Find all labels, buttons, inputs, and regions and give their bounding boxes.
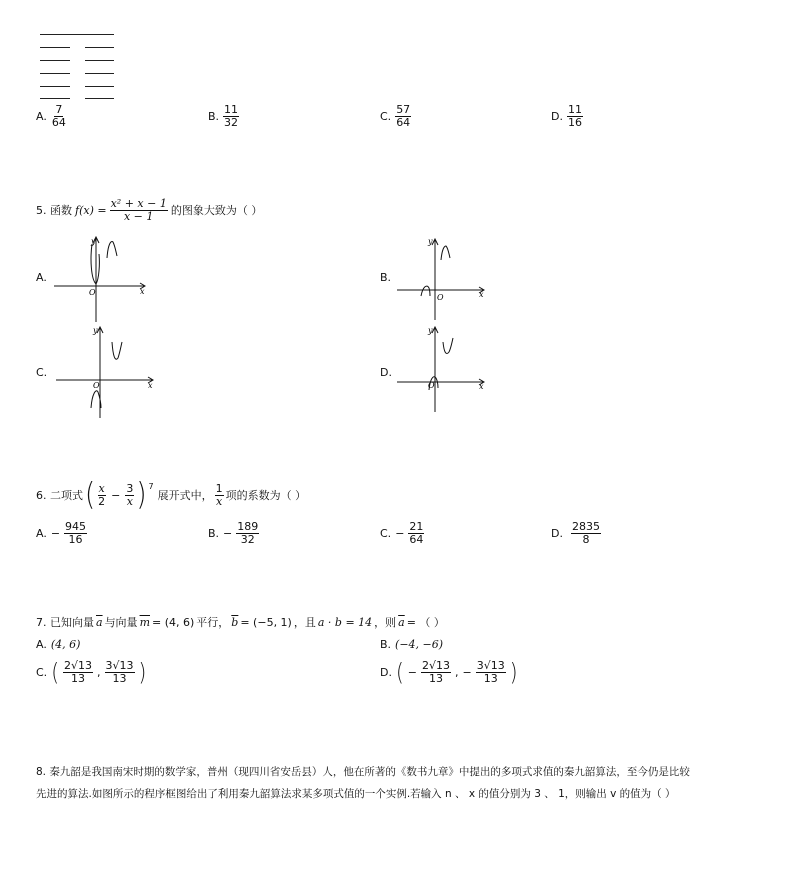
q5-prefix: 5. 函数 xyxy=(36,204,72,218)
hexagram-line-4b xyxy=(85,73,114,74)
q5-graph-d[interactable] xyxy=(395,322,495,422)
q6-option-c[interactable] xyxy=(380,521,424,545)
curve-left xyxy=(91,244,99,284)
fraction: $\frac{2√13}{13}$ xyxy=(64,659,93,685)
option-letter: A. xyxy=(36,526,47,540)
fraction: $\frac{2√13}{13}$ xyxy=(422,659,451,685)
axis-x-label: x xyxy=(148,381,153,390)
q5-function-name: f(x) = xyxy=(75,203,107,217)
fraction: $\frac{3√13}{13}$ xyxy=(105,659,134,685)
q7-option-c[interactable] xyxy=(36,657,147,687)
q7-vector-a: $\overline{a}$ xyxy=(96,616,103,629)
q6-mid: 展开式中， xyxy=(157,489,213,502)
option-sign: − xyxy=(462,665,472,679)
hexagram-figure xyxy=(40,34,116,102)
axis-y-label: y xyxy=(91,237,96,246)
fraction: $\frac{945}{16}$ xyxy=(65,520,87,546)
fraction: $\frac{57}{64}$ xyxy=(396,103,411,129)
option-letter: B. xyxy=(380,638,392,651)
q6-prefix: 6. 二项式 xyxy=(36,489,83,502)
q8-line-2: 先进的算法.如图所示的程序框图给出了利用秦九韶算法求某多项式值的一个实例.若输入 n 、 x 的值分别为 3 、 1，则输出 v 的值为（ ） xyxy=(36,788,676,800)
fraction: $\frac{2835}{8}$ xyxy=(571,520,600,546)
axis-x-label: x xyxy=(479,290,484,299)
hexagram-line-3a xyxy=(40,60,70,61)
q6-right-paren: ) xyxy=(136,477,147,513)
q5-fraction: $\frac{\text{x² + x − 1}}{x - 1}$ xyxy=(110,197,167,223)
option-letter: B. xyxy=(208,109,220,123)
option-letter: D. xyxy=(551,526,563,540)
axis-origin-label: O xyxy=(428,381,435,390)
fraction: $\frac{21}{64}$ xyxy=(409,520,424,546)
option-letter: A. xyxy=(36,109,47,123)
q7-text-2: 与向量 xyxy=(104,616,138,629)
q5-option-c-label[interactable]: C. xyxy=(36,366,48,379)
option-sign: − xyxy=(223,526,233,540)
option-sign: − xyxy=(395,526,405,540)
axis-origin-label: O xyxy=(437,293,444,302)
curve-right xyxy=(441,246,450,260)
curve-right xyxy=(112,342,122,359)
q6-term-reciprocal: $\frac{1}{x}$ xyxy=(215,481,223,508)
option-letter: D. xyxy=(380,665,392,679)
q7-text-3: 平行， xyxy=(196,616,230,629)
q5-stem xyxy=(36,198,262,222)
axis-y-label: y xyxy=(428,326,433,335)
q8-line-1: 8. 秦九韶是我国南宋时期的数学家，普州（现四川省安岳县）人，他在所著的《数书九章》中提出的多项式求值的秦九韶算法，至今仍是比较 xyxy=(36,766,690,778)
option-letter: A. xyxy=(36,638,47,651)
option-letter: C. xyxy=(380,526,392,540)
fraction: $\frac{11}{32}$ xyxy=(224,103,239,129)
paren-left: ( xyxy=(51,657,59,687)
option-sign: − xyxy=(50,526,61,540)
q6-left-paren: ( xyxy=(85,477,96,513)
option-letter: D. xyxy=(551,109,563,123)
curve-right xyxy=(107,242,117,258)
q5-option-a-label[interactable]: A. xyxy=(36,271,47,284)
axis-x-label: x xyxy=(140,287,145,296)
option-letter: C. xyxy=(36,665,48,679)
q7-stem xyxy=(36,614,445,630)
q4-option-c[interactable] xyxy=(380,104,411,128)
q4-option-b[interactable] xyxy=(208,104,239,128)
q7-text-6: = （ ） xyxy=(406,616,445,629)
q6-option-d[interactable] xyxy=(551,521,601,545)
hexagram-line-2a xyxy=(40,47,70,48)
hexagram-line-5b xyxy=(85,86,114,87)
axis-x-label: x xyxy=(479,382,484,391)
option-letter: C. xyxy=(380,109,392,123)
paren-right: ) xyxy=(138,657,147,687)
fraction: $\frac{3√13}{13}$ xyxy=(476,659,505,685)
q7-option-b[interactable] xyxy=(380,638,443,651)
q7-text-5: ，则 xyxy=(374,616,397,629)
option-value: (−4, −6) xyxy=(395,638,444,651)
hexagram-line-6b xyxy=(85,98,114,99)
q6-exponent: 7 xyxy=(148,481,154,491)
q6-term2: $\frac{3}{x}$ xyxy=(126,481,134,508)
hexagram-line-4a xyxy=(40,73,70,74)
q5-graph-a[interactable] xyxy=(52,234,152,324)
curve-left xyxy=(421,286,430,296)
q5-graph-c[interactable] xyxy=(52,322,162,422)
q7-b-value: = (−5, 1) xyxy=(240,616,292,629)
q7-vector-a-2: $\overline{a}$ xyxy=(398,616,405,629)
q7-vector-m: $\overline{m}$ xyxy=(139,616,150,629)
option-sign: − xyxy=(407,665,417,679)
q6-option-b[interactable] xyxy=(208,521,259,545)
fraction: $\frac{11}{16}$ xyxy=(567,103,582,129)
hexagram-line-1 xyxy=(40,34,114,35)
paren-right: ) xyxy=(509,657,518,687)
q5-suffix: 的图象大致为（ ） xyxy=(170,204,263,218)
q5-option-d-label[interactable]: D. xyxy=(380,366,392,379)
q4-option-d[interactable] xyxy=(551,104,583,128)
axis-y-label: y xyxy=(93,326,98,335)
curve-right xyxy=(443,338,453,354)
q7-dot-product: a · b = 14 xyxy=(317,616,373,629)
hexagram-line-2b xyxy=(85,47,114,48)
axis-y-label: y xyxy=(428,237,433,246)
q6-stem xyxy=(36,477,307,513)
paren-left: ( xyxy=(395,657,404,687)
q7-m-value: = (4, 6) xyxy=(152,616,195,629)
fraction: $\frac{189}{32}$ xyxy=(237,520,259,546)
axis-origin-label: O xyxy=(89,288,96,297)
q7-text-1: 7. 已知向量 xyxy=(36,616,94,629)
q4-option-a[interactable] xyxy=(36,104,67,128)
fraction: $\frac{7}{64}$ xyxy=(51,103,66,129)
q5-option-b-label[interactable]: B. xyxy=(380,271,392,284)
option-value: (4, 6) xyxy=(50,638,81,651)
q7-vector-b: $\overline{b}$ xyxy=(231,616,239,629)
q6-term1: $\frac{x}{2}$ xyxy=(98,481,106,508)
comma: , xyxy=(455,665,459,679)
q6-operator: − xyxy=(111,488,121,502)
axis-origin-label: O xyxy=(93,381,100,390)
hexagram-line-3b xyxy=(85,60,114,61)
comma: , xyxy=(97,665,101,679)
option-letter: B. xyxy=(208,526,220,540)
q6-option-a[interactable] xyxy=(36,521,87,545)
q7-option-d[interactable] xyxy=(380,657,518,687)
hexagram-line-6a xyxy=(40,98,70,99)
q7-text-4: ，且 xyxy=(293,616,316,629)
q7-option-a[interactable] xyxy=(36,638,80,651)
q6-suffix: 项的系数为（ ） xyxy=(225,489,307,502)
hexagram-line-5a xyxy=(40,86,70,87)
q5-graph-b[interactable] xyxy=(395,234,495,324)
